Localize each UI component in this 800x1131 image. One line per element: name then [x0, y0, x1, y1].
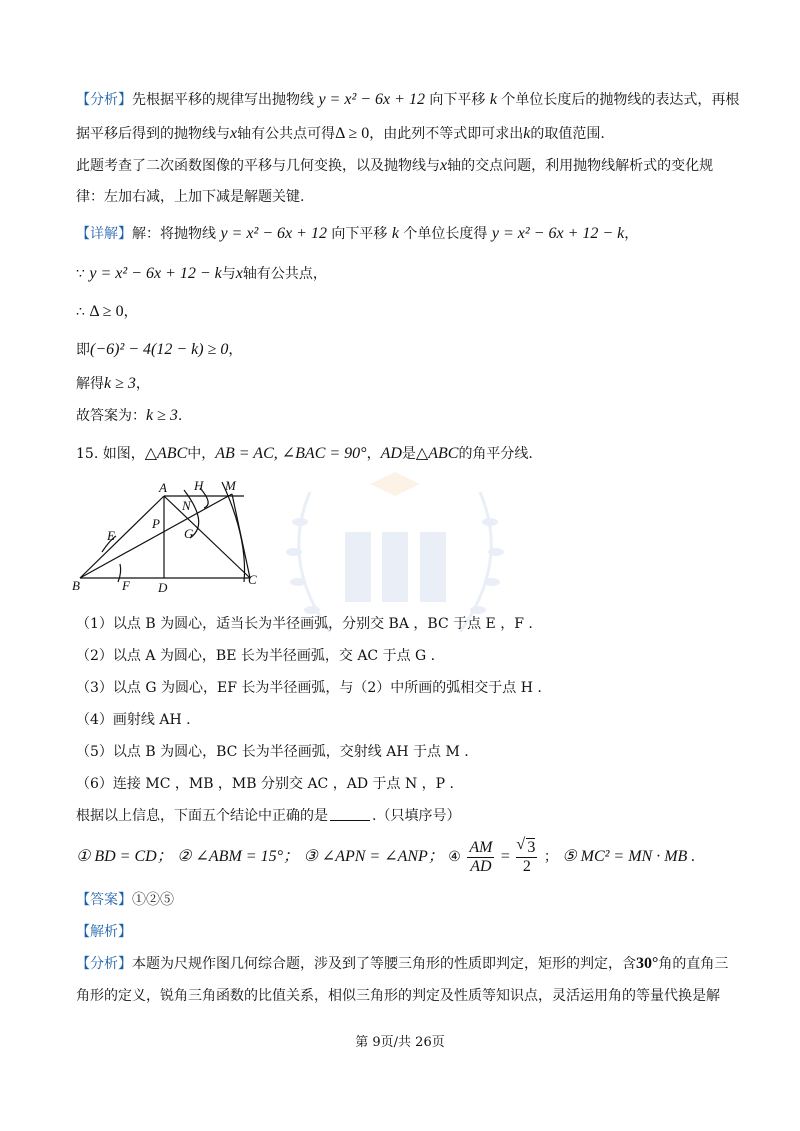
- text: 先根据平移的规律写出抛物线: [132, 92, 314, 108]
- segment-ab: [80, 496, 164, 578]
- text: 解：将抛物线: [132, 226, 216, 242]
- detail-line-5: [76, 374, 150, 394]
- step-3: （3）以点 G 为圆心，EF 长为半径画弧，与（2）中所画的弧相交于点 H .: [76, 680, 542, 696]
- text: 根据以上信息，下面五个结论中正确的是: [76, 808, 328, 824]
- equals-sign: =: [500, 848, 510, 865]
- detail-line-3: [76, 302, 138, 322]
- label-H: H: [194, 478, 204, 493]
- answer-value: ①②⑤: [132, 892, 174, 908]
- var-k: k: [523, 125, 531, 142]
- text: ，: [135, 376, 150, 392]
- formula-parabola: y = x² − 6x + 12: [318, 91, 425, 108]
- sqrt-three: √ 3: [526, 838, 535, 857]
- text: ，: [123, 304, 138, 320]
- text: 角的直角三: [658, 956, 729, 972]
- text: 此题考查了二次函数图像的平移与几何变换，以及抛物线与: [76, 158, 440, 174]
- text: 向下平移: [331, 226, 388, 242]
- fraction-numerator: AM: [469, 838, 493, 856]
- formula-result: k ≥ 3: [104, 375, 136, 392]
- formula-shifted: y = x² − 6x + 12 − k: [89, 265, 222, 282]
- formula-shifted: y = x² − 6x + 12 − k: [491, 225, 625, 242]
- analysis2-line-1: [76, 954, 728, 974]
- conclusions: ① BD = CD； ② ∠ABM = 15°； ③ ∠APN = ∠ANP； ④ $\frac{AM}{AD}$ = √ $\frac{3}{2}$ ； ⑤ MC² = MN · MB .: [76, 838, 695, 876]
- question-number: 15.: [76, 446, 99, 462]
- math-ad: AD: [380, 445, 402, 462]
- text: 向下平移: [429, 92, 486, 108]
- fraction-denominator: 2: [522, 858, 531, 875]
- var-k: k: [391, 225, 399, 242]
- analysis-line-1: [76, 90, 739, 110]
- text: .: [177, 408, 183, 424]
- question-15-title: [76, 444, 533, 464]
- conclusion-5: ⑤ MC² = MN · MB .: [562, 848, 696, 865]
- text: 故答案为：: [76, 408, 146, 424]
- formula-parabola: y = x² − 6x + 12: [220, 225, 327, 242]
- text: ，: [624, 226, 639, 242]
- detail-line-2: [76, 264, 327, 284]
- geometry-figure: [72, 478, 272, 596]
- label-N: N: [182, 498, 191, 513]
- var-x: x: [440, 157, 448, 174]
- label-P: P: [152, 516, 160, 531]
- var-k: k: [489, 91, 497, 108]
- conclusion-4-fraction-lhs: [467, 839, 494, 876]
- analysis2-line-2: 角形的定义，锐角三角函数的比值关系，相似三角形的判定及性质等知识点，灵活运用角的等量代换是解: [76, 988, 720, 1004]
- jiexi-line: [76, 922, 132, 942]
- text: 本题为尺规作图几何综合题，涉及到了等腰三角形的性质即判定，矩形的判定，含: [132, 956, 636, 972]
- label-F: F: [122, 578, 130, 593]
- step-1: （1）以点 B 为圆心，适当长为半径画弧，分别交 BA ，BC 于点 E ，F .: [76, 616, 533, 632]
- page-footer: 第 9页/共 26页: [355, 1035, 445, 1050]
- fraction-denominator: AD: [470, 857, 492, 875]
- detail-line-1: [76, 224, 638, 244]
- var-x: x: [230, 125, 238, 142]
- label-G: G: [184, 526, 194, 541]
- analysis-line-4: 律：左加右减，上加下减是解题关键.: [76, 189, 305, 205]
- formula-delta: Δ ≥ 0: [335, 125, 370, 142]
- text: 轴有公共点可得: [237, 126, 336, 142]
- math-condition: AB = AC, ∠BAC = 90°: [215, 445, 367, 462]
- label-D: D: [158, 580, 168, 595]
- angle-30: 30°: [636, 955, 659, 972]
- conclusion-4-fraction-rhs: [516, 838, 537, 876]
- label-M: M: [225, 478, 236, 493]
- text: 轴有公共点，: [242, 266, 327, 282]
- analysis-tag: 【分析】: [76, 956, 132, 972]
- because-symbol: ∵: [76, 266, 85, 282]
- analysis-tag: 【分析】: [76, 92, 132, 108]
- text: 如图，: [102, 446, 145, 462]
- step-6: （6）连接 MC ，MB ，MB 分别交 AC ，AD 于点 N ，P .: [76, 776, 454, 792]
- var-x: x: [235, 265, 243, 282]
- label-E: E: [107, 528, 115, 543]
- text: 解得: [76, 376, 104, 392]
- text: 即: [76, 342, 90, 358]
- math-triangle: △ABC: [144, 445, 188, 462]
- label-B: B: [72, 578, 80, 593]
- math-triangle: △ABC: [415, 445, 459, 462]
- jiexi-tag: 【解析】: [76, 924, 132, 940]
- formula-delta: Δ ≥ 0: [89, 303, 124, 320]
- text: 中，: [187, 446, 216, 462]
- answer-line: [76, 890, 174, 910]
- therefore-symbol: ∴: [76, 304, 85, 320]
- text: 个单位长度后的抛物线的表达式，再根: [501, 92, 740, 108]
- conclusion-2: ② ∠ABM = 15°；: [177, 848, 299, 865]
- conclusion-4-label: ④: [448, 849, 461, 865]
- formula-inequality: (−6)² − 4(12 − k) ≥ 0: [90, 341, 229, 358]
- label-C: C: [248, 572, 257, 587]
- step-4: （4）画射线 AH .: [76, 712, 191, 728]
- step-2: （2）以点 A 为圆心，BE 长为半径画弧，交 AC 于点 G .: [76, 648, 436, 664]
- conclusion-1: ① BD = CD；: [76, 848, 173, 865]
- text: ，: [228, 342, 243, 358]
- question-prompt: [76, 806, 460, 826]
- answer-tag: 【答案】: [76, 892, 132, 908]
- analysis-line-3: [76, 156, 713, 176]
- text: ，由此列不等式即可求出: [369, 126, 524, 142]
- segment-mb: [80, 494, 232, 578]
- text: 据平移后得到的抛物线与: [76, 126, 230, 142]
- text: 个单位长度得: [403, 226, 488, 242]
- formula-result: k ≥ 3: [146, 407, 178, 424]
- detail-tag: 【详解】: [76, 226, 132, 242]
- step-5: （5）以点 B 为圆心，BC 长为半径画弧，交射线 AH 于点 M .: [76, 744, 469, 760]
- text: 的取值范围.: [530, 126, 605, 142]
- analysis-line-2: [76, 124, 605, 144]
- detail-line-4: [76, 340, 242, 360]
- text: ，: [366, 446, 381, 462]
- detail-line-6: [76, 406, 182, 426]
- answer-blank: [330, 806, 370, 821]
- text: .（只填序号）: [372, 808, 461, 824]
- conclusion-3: ③ ∠APN = ∠ANP；: [303, 848, 444, 865]
- arc-ef-lower: [118, 564, 121, 582]
- text: 与: [221, 266, 236, 282]
- label-A: A: [159, 480, 167, 495]
- text: 轴的交点问题，利用抛物线解析式的变化规: [447, 158, 714, 174]
- text: 是: [401, 446, 416, 462]
- text: 的角平分线.: [458, 446, 533, 462]
